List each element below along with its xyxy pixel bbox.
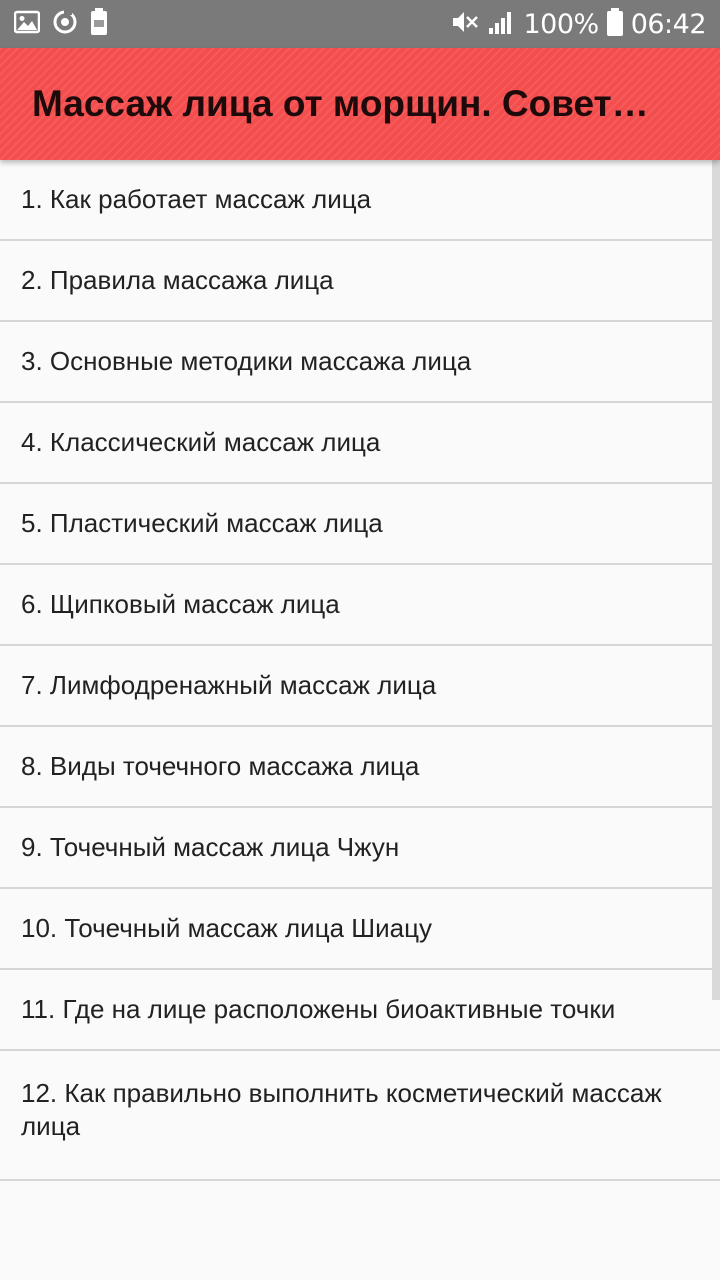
- status-time: 06:42: [630, 8, 706, 40]
- list-item[interactable]: 7. Лимфодренажный массаж лица: [0, 646, 720, 727]
- status-bar-left: [14, 8, 120, 41]
- list-item[interactable]: 5. Пластический массаж лица: [0, 484, 720, 565]
- app-title: Массаж лица от морщин. Совет…: [32, 83, 649, 124]
- sync-icon: [52, 9, 78, 40]
- battery-saver-icon: [90, 8, 108, 41]
- list-item[interactable]: 10. Точечный массаж лица Шиацу: [0, 889, 720, 970]
- list-item[interactable]: 12. Как правильно выполнить косметический массаж лица: [0, 1051, 720, 1181]
- list-item[interactable]: 8. Виды точечного массажа лица: [0, 727, 720, 808]
- mute-icon: [451, 9, 479, 40]
- status-bar-right: [443, 8, 706, 41]
- signal-icon: [487, 9, 515, 40]
- list-item[interactable]: 11. Где на лице расположены биоактивные точки: [0, 970, 720, 1051]
- list-item[interactable]: 4. Классический массаж лица: [0, 403, 720, 484]
- list-item[interactable]: 1. Как работает массаж лица: [0, 160, 720, 241]
- list-item[interactable]: 3. Основные методики массажа лица: [0, 322, 720, 403]
- scrollbar[interactable]: [712, 160, 720, 1000]
- image-icon: [14, 10, 40, 39]
- battery-icon: [607, 8, 623, 41]
- battery-percent: 100%: [523, 8, 599, 40]
- article-list: [0, 160, 720, 1181]
- list-item[interactable]: 2. Правила массажа лица: [0, 241, 720, 322]
- list-item[interactable]: 6. Щипковый массаж лица: [0, 565, 720, 646]
- status-bar: [0, 0, 720, 48]
- list-item[interactable]: 9. Точечный массаж лица Чжун: [0, 808, 720, 889]
- app-bar: [0, 48, 720, 160]
